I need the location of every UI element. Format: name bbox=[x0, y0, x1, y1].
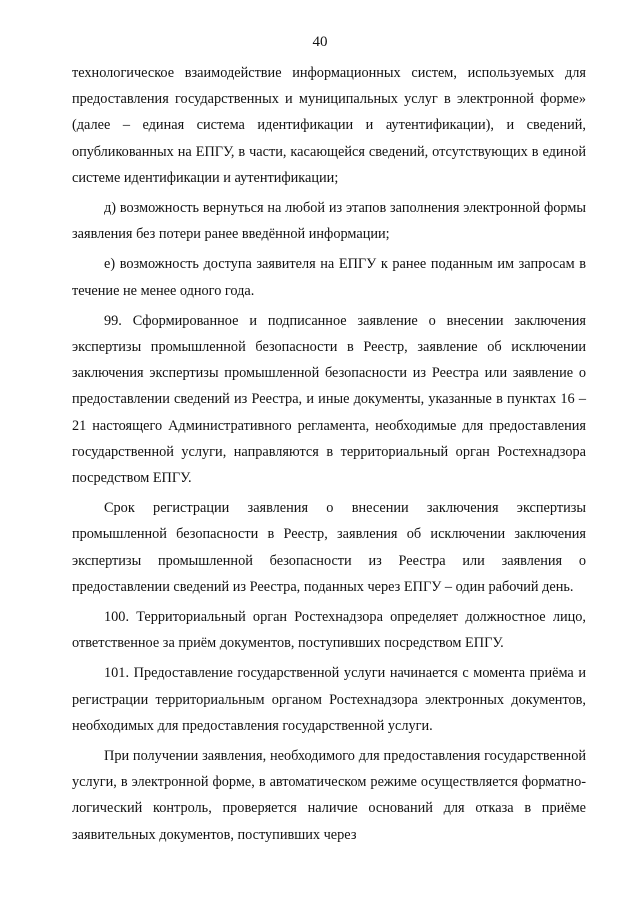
page-number: 40 bbox=[312, 34, 328, 50]
document-body bbox=[72, 60, 586, 852]
paragraph-receipt: При получении заявления, необходимого для предоставления государственной услуги, в электронной форме, в автоматическом режиме осуществляется форматно-логический контроль, проверяется наличие оснований для отказа в приёме заявительных документов, поступивших через bbox=[72, 748, 586, 843]
paragraph-continuation: технологическое взаимодействие информационных систем, используемых для предоставления государственных и муниципальных услуг в электронной форме» (далее – единая система идентификации и аутентификации), и сведений, опубликованных на ЕПГУ, в части, касающейся сведений, отсутствующих в единой системе идентификации и аутентификации; bbox=[72, 65, 586, 186]
paragraph-101: 101. Предоставление государственной услуги начинается с момента приёма и регистрации территориальным органом Ростехнадзора электронных документов, необходимых для предоставления государственной услуги. bbox=[72, 665, 586, 734]
paragraph-99: 99. Сформированное и подписанное заявление о внесении заключения экспертизы промышленной безопасности в Реестр, заявление об исключении заключения экспертизы промышленной безопасности из Реестра или заявление о предоставлении сведений из Реестра, и иные документы, указанные в пунктах 16 – 21 настоящего Административного регламента, необходимые для предоставления государственной услуги, направляются в территориальный орган Ростехнадзора посредством ЕПГУ. bbox=[72, 312, 586, 487]
paragraph-item-e: е) возможность доступа заявителя на ЕПГУ к ранее поданным им запросам в течение не менее одного года. bbox=[72, 256, 586, 299]
paragraph-item-d: д) возможность вернуться на любой из этапов заполнения электронной формы заявления без потери ранее введённой информации; bbox=[72, 200, 586, 243]
paragraph-registration-term: Срок регистрации заявления о внесении заключения экспертизы промышленной безопасности в Реестр, заявления об исключении заключения экспертизы промышленной безопасности из Реестра или заявления о предоставлении сведений из Реестра, поданных через ЕПГУ – один рабочий день. bbox=[72, 500, 586, 595]
paragraph-100: 100. Территориальный орган Ростехнадзора определяет должностное лицо, ответственное за приём документов, поступивших посредством ЕПГУ. bbox=[72, 609, 586, 652]
